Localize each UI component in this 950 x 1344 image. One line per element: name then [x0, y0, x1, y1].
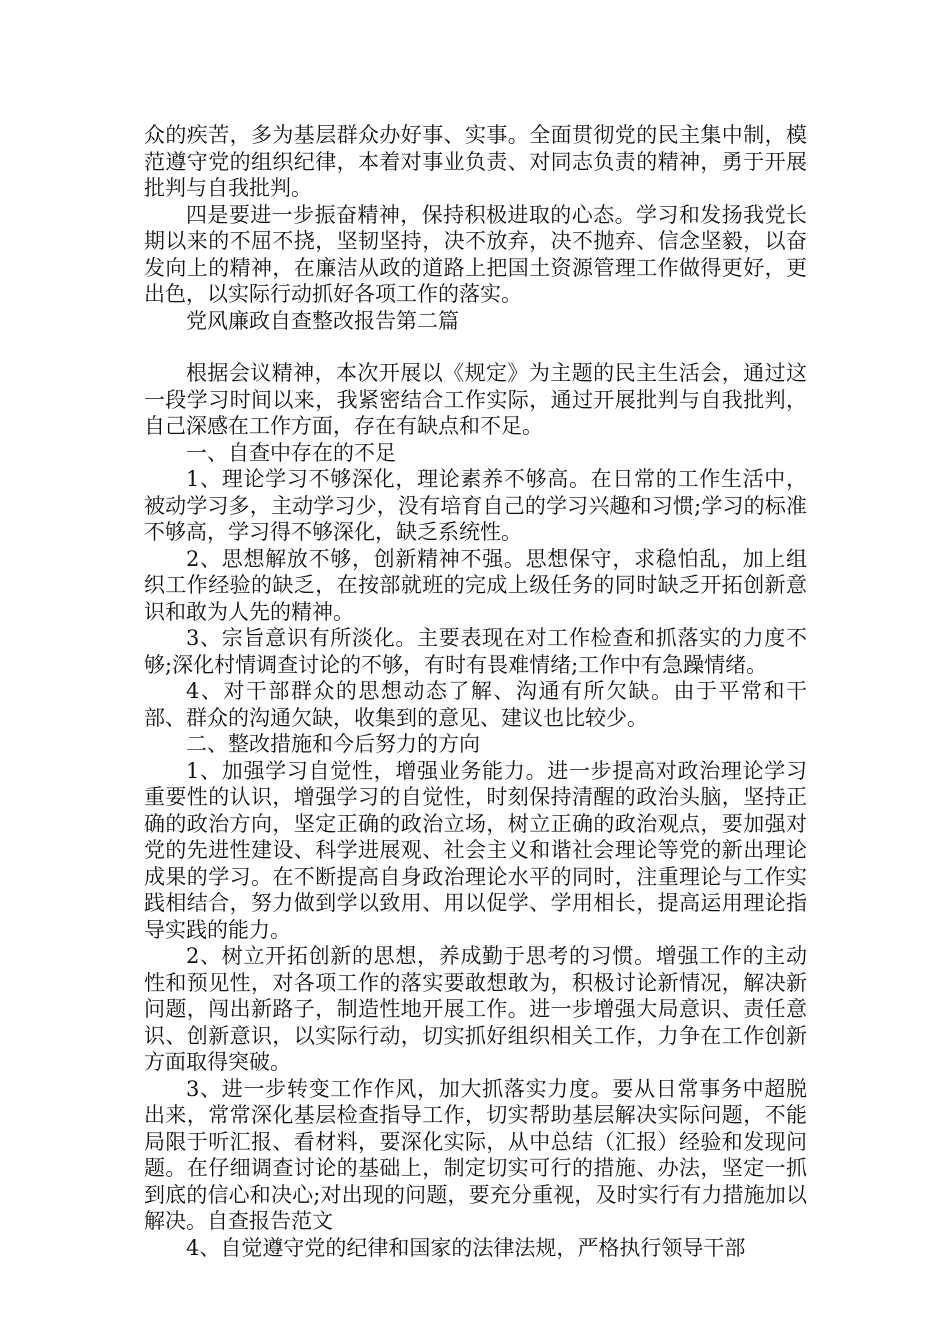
paragraph-shortcoming-1: 1、理论学习不够深化，理论素养不够高。在日常的工作生活中，被动学习多，主动学习少，没有培育自己的学习兴趣和习惯;学习的标准不够高，学习得不够深化，缺乏系统性。 [144, 467, 807, 544]
paragraph-measure-2: 2、树立开拓创新的思想，养成勤于思考的习惯。增强工作的主动性和预见性，对各项工作的落实要敢想敢为，积极讨论新情况，解决新问题，闯出新路子，制造性地开展工作。进一步增强大局意识、责任意识、创新意识，以实际行动，切实抓好组织相关工作，力争在工作创新方面取得突破。 [144, 944, 807, 1074]
paragraph-measure-1: 1、加强学习自觉性，增强业务能力。进一步提高对政治理论学习重要性的认识，增强学习的自觉性，时刻保持清醒的政治头脑，坚持正确的政治方向，坚定正确的政治立场，树立正确的政治观点，要加强对党的先进性建设、科学进展观、社会主义和谐社会理论等党的新出理论成果的学习。在不断提高自身政治理论水平的同时，注重理论与工作实践相结合，努力做到学以致用、用以促学、学用相长，提高运用理论指导实践的能力。 [144, 758, 807, 942]
paragraph-shortcoming-2: 2、思想解放不够，创新精神不强。思想保守，求稳怕乱，加上组织工作经验的缺乏，在按部就班的完成上级任务的同时缺乏开拓创新意识和敢为人先的精神。 [144, 546, 807, 624]
paragraph-shortcoming-4: 4、对干部群众的思想动态了解、沟通有所欠缺。由于平常和干部、群众的沟通欠缺，收集到的意见、建议也比较少。 [144, 679, 807, 730]
paragraph-measure-4: 4、自觉遵守党的纪律和国家的法律法规，严格执行领导干部 [186, 1235, 746, 1260]
paragraph-intro: 根据会议精神，本次开展以《规定》为主题的民主生活会，通过这一段学习时间以来，我紧密结合工作实际，通过开展批判与自我批判，自己深感在工作方面，存在有缺点和不足。 [144, 361, 807, 438]
paragraph-measure-3: 3、进一步转变工作作风，加大抓落实力度。要从日常事务中超脱出来，常常深化基层检查指导工作，切实帮助基层解决实际问题，不能局限于听汇报、看材料，要深化实际，从中总结（汇报）经验和发现问题。在仔细调查讨论的基础上，制定切实可行的措施、办法，坚定一抓到底的信心和决心;对出现的问题，要充分重视，及时实行有力措施加以解决。自查报告范文 [144, 1076, 807, 1233]
heading-shortcomings: 一、自查中存在的不足 [186, 440, 396, 465]
paragraph-point-four: 四是要进一步振奋精神，保持积极进取的心态。学习和发扬我党长期以来的不屈不挠，坚韧坚持，决不放弃，决不抛弃、信念坚毅，以奋发向上的精神，在廉洁从政的道路上把国土资源管理工作做得更好，更出色，以实际行动抓好各项工作的落实。 [144, 202, 807, 306]
heading-measures: 二、整改措施和今后努力的方向 [186, 732, 480, 756]
blank-line [144, 334, 807, 360]
paragraph-shortcoming-3: 3、宗旨意识有所淡化。主要表现在对工作检查和抓落实的力度不够;深化村情调查讨论的不够，有时有畏难情绪;工作中有急躁情绪。 [144, 626, 807, 677]
paragraph-continuation: 众的疾苦，多为基层群众办好事、实事。全面贯彻党的民主集中制，模范遵守党的组织纪律，本着对事业负责、对同志负责的精神，勇于开展批判与自我批判。 [144, 123, 807, 200]
document-body [144, 122, 807, 1261]
section-title-second-part: 党风廉政自查整改报告第二篇 [186, 308, 459, 333]
